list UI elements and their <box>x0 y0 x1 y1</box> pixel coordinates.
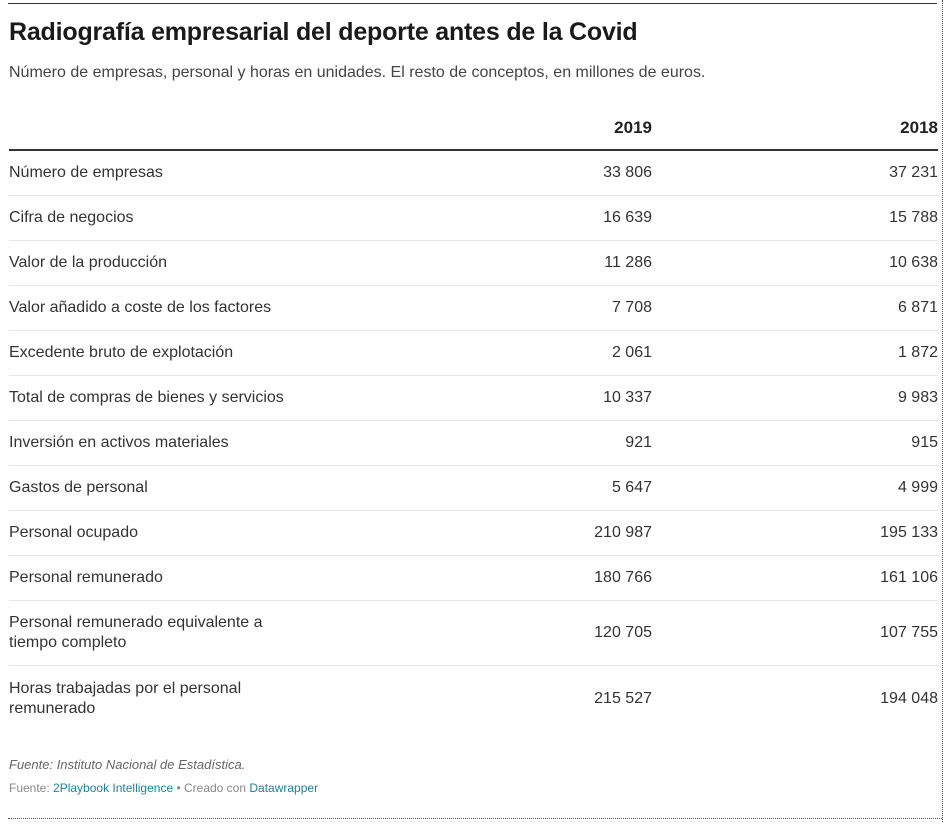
value-2018: 10 638 <box>889 254 938 271</box>
table-body <box>9 151 938 732</box>
table-header <box>9 105 938 151</box>
table-row <box>9 241 938 286</box>
value-2019: 10 337 <box>603 389 652 406</box>
value-2018: 4 999 <box>897 479 938 496</box>
table-row <box>9 196 938 241</box>
value-2018: 107 755 <box>880 624 938 641</box>
value-2018: 915 <box>911 434 938 451</box>
value-2018: 161 106 <box>880 569 938 586</box>
row-label: Personal ocupado <box>9 524 138 541</box>
top-rule <box>8 3 937 4</box>
value-2018: 6 871 <box>897 299 938 316</box>
value-2019: 16 639 <box>603 209 652 226</box>
data-table <box>9 105 938 732</box>
value-2019: 33 806 <box>603 164 652 181</box>
chart-subtitle: Número de empresas, personal y horas en unidades. El resto de conceptos, en millones de euros. <box>9 64 706 81</box>
bottom-dotted-border <box>8 818 942 819</box>
value-2018: 15 788 <box>889 209 938 226</box>
value-2018: 194 048 <box>880 690 938 707</box>
value-2019: 5 647 <box>611 479 652 496</box>
value-2019: 2 061 <box>611 344 652 361</box>
value-2019: 7 708 <box>611 299 652 316</box>
table-row <box>9 286 938 331</box>
table-row <box>9 666 938 732</box>
table-row <box>9 466 938 511</box>
value-2019: 210 987 <box>594 524 652 541</box>
table-row <box>9 601 938 666</box>
value-2019: 120 705 <box>594 624 652 641</box>
row-label: Valor añadido a coste de los factores <box>9 299 272 316</box>
table-row <box>9 331 938 376</box>
table-row <box>9 421 938 466</box>
row-label: Excedente bruto de explotación <box>9 344 234 361</box>
value-2019: 11 286 <box>604 254 652 271</box>
table-row <box>9 151 938 196</box>
row-label: Personal remunerado equivalente a tiempo completo <box>9 614 263 651</box>
row-label: Gastos de personal <box>9 479 148 496</box>
value-2019: 921 <box>625 434 652 451</box>
column-header-2019[interactable]: 2019 <box>614 118 652 137</box>
row-label: Total de compras de bienes y servicios <box>9 389 284 406</box>
value-2018: 195 133 <box>880 524 938 541</box>
value-2019: 180 766 <box>594 569 652 586</box>
value-2019: 215 527 <box>594 690 652 707</box>
footer-credits <box>9 781 318 795</box>
table-row <box>9 511 938 556</box>
row-label: Cifra de negocios <box>9 209 134 226</box>
value-2018: 37 231 <box>889 164 938 181</box>
table-row <box>9 556 938 601</box>
value-2018: 1 872 <box>897 344 938 361</box>
footer-separator: • Creado con <box>173 781 250 795</box>
table-row <box>9 376 938 421</box>
value-2018: 9 983 <box>897 389 938 406</box>
source-link[interactable]: 2Playbook Intelligence <box>53 781 174 795</box>
footer-source-prefix: Fuente: <box>9 781 54 795</box>
datawrapper-link[interactable]: Datawrapper <box>249 781 319 795</box>
column-header-2018[interactable]: 2018 <box>900 118 938 137</box>
chart-title: Radiografía empresarial del deporte antes de la Covid <box>9 18 638 46</box>
row-label: Inversión en activos materiales <box>9 434 229 451</box>
source-note: Fuente: Instituto Nacional de Estadística. <box>9 757 246 772</box>
row-label: Personal remunerado <box>9 569 163 586</box>
row-label: Horas trabajadas por el personal remunerado <box>9 680 242 717</box>
row-label: Valor de la producción <box>9 254 168 271</box>
row-label: Número de empresas <box>9 164 163 181</box>
right-dotted-border <box>942 0 943 822</box>
